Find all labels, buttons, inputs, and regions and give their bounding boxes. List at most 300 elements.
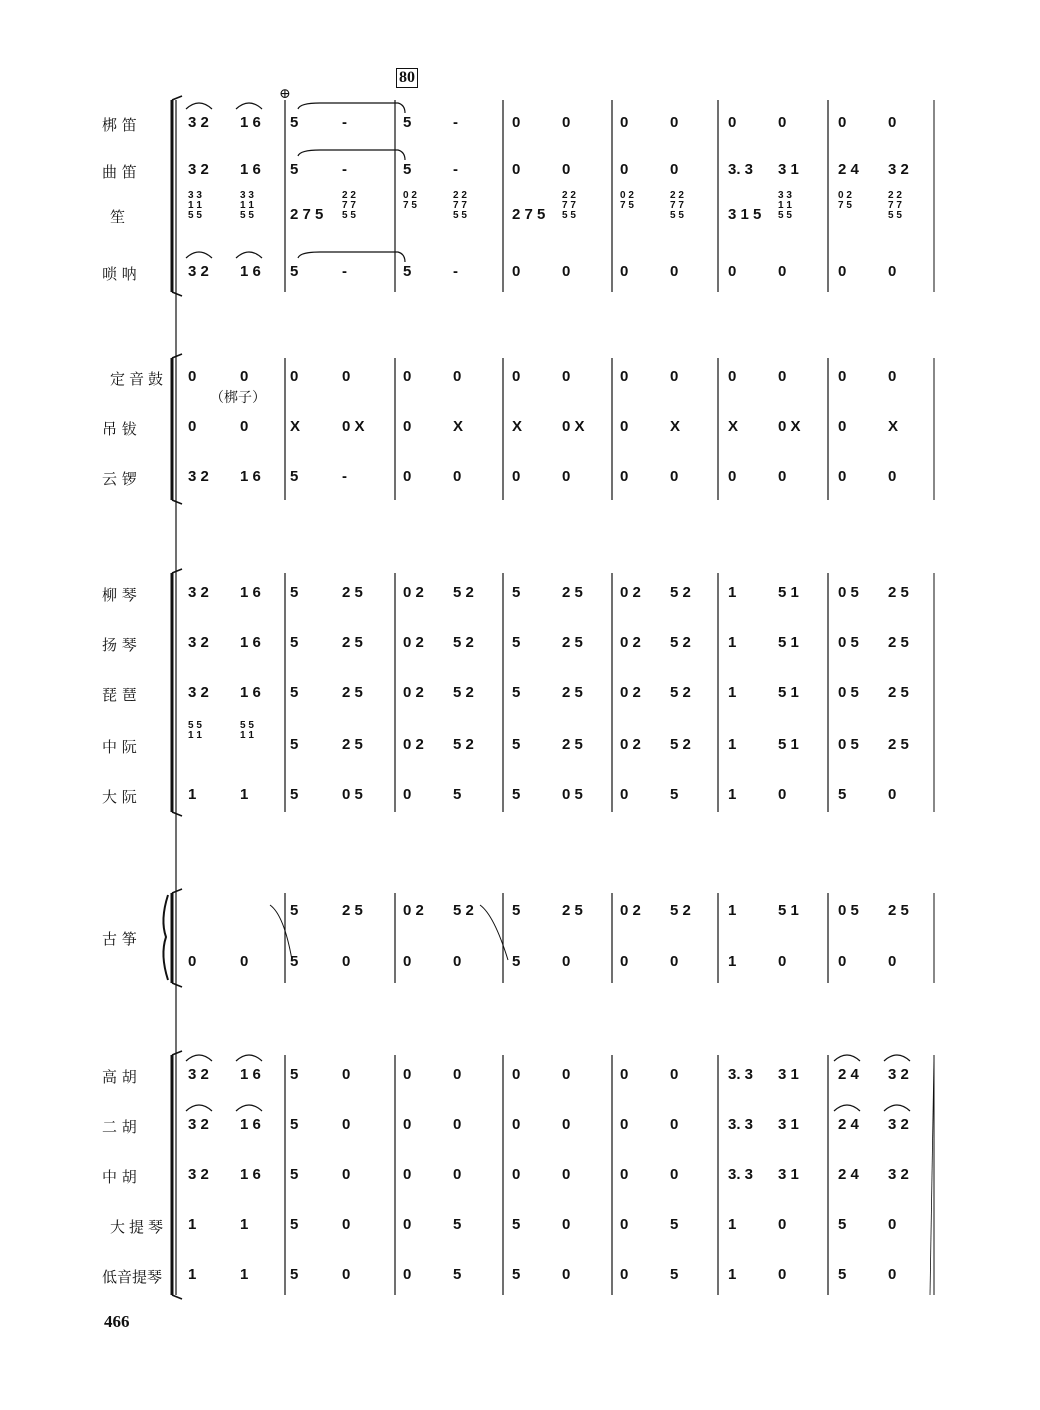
note-cell: 0: [838, 368, 847, 385]
glissando-line: [480, 905, 508, 960]
note-cell: 3 2: [188, 1116, 209, 1133]
note-cell: 5: [512, 786, 521, 803]
note-cell: 0 5: [562, 786, 583, 803]
note-cell: 3 1: [778, 1166, 799, 1183]
note-cell: 0 2: [620, 584, 641, 601]
note-cell: 5: [453, 786, 462, 803]
note-cell: 0: [512, 468, 521, 485]
note-cell: 3 2: [888, 1166, 909, 1183]
note-cell: 1: [728, 736, 737, 753]
note-cell: 0: [670, 953, 679, 970]
note-cell: X: [512, 418, 523, 435]
note-cell: 5: [290, 114, 299, 131]
slur-curve: [236, 1055, 262, 1061]
note-cell: 0: [342, 1066, 351, 1083]
group-bracket: [172, 292, 182, 296]
note-cell: 0: [620, 418, 629, 435]
note-cell: 0: [512, 114, 521, 131]
note-cell: 0 2 7 5: [838, 190, 852, 211]
note-cell: 5: [290, 1166, 299, 1183]
note-cell: 5: [290, 953, 299, 970]
note-cell: 2 4: [838, 1116, 859, 1133]
note-cell: X: [670, 418, 681, 435]
note-cell: X: [728, 418, 739, 435]
rehearsal-mark: 80: [396, 68, 418, 88]
page-number: 466: [104, 1312, 130, 1331]
slur-curve: [884, 1055, 910, 1061]
note-cell: 5 1: [778, 584, 799, 601]
note-cell: 0: [403, 368, 412, 385]
note-cell: 0 X: [342, 418, 365, 435]
note-cell: 2 5: [562, 902, 583, 919]
note-cell: 2 2 7 7 5 5: [888, 190, 902, 221]
note-cell: 5: [512, 1266, 521, 1283]
note-cell: -: [342, 263, 347, 280]
tie-curve: [298, 150, 405, 160]
note-cell: 0: [188, 418, 197, 435]
note-cell: 0: [403, 418, 412, 435]
note-cell: 5: [290, 1066, 299, 1083]
note-cell: 0: [670, 468, 679, 485]
note-cell: 0: [778, 786, 787, 803]
note-cell: 3. 3: [728, 161, 754, 178]
slur-curve: [834, 1105, 860, 1111]
instrument-name: 二 胡: [102, 1118, 137, 1136]
note-cell: 0: [888, 953, 897, 970]
note-cell: -: [453, 161, 458, 178]
note-cell: 3 3 1 1 5 5: [240, 190, 254, 221]
slur-curve: [186, 1055, 212, 1061]
note-cell: 0: [888, 786, 897, 803]
note-cell: 5 2: [453, 584, 474, 601]
note-cell: 2 5: [888, 584, 909, 601]
instrument-name: 吊 钹: [102, 420, 137, 438]
note-cell: 5: [512, 634, 521, 651]
slur-curve: [186, 103, 212, 109]
instrument-name: 笙: [110, 208, 130, 226]
note-cell: 0: [620, 1116, 629, 1133]
slur-curve: [236, 103, 262, 109]
note-cell: 2 2 7 7 5 5: [562, 190, 576, 221]
note-cell: 0: [728, 468, 737, 485]
instrument-name: 古 筝: [102, 930, 137, 948]
instrument-name: 琵 琶: [102, 686, 137, 704]
note-cell: X: [290, 418, 301, 435]
note-cell: 2 5: [342, 902, 363, 919]
note-cell: 3 2: [188, 684, 209, 701]
note-cell: 0: [453, 468, 462, 485]
note-cell: 0 2: [403, 584, 424, 601]
note-cell: X: [453, 418, 464, 435]
note-cell: 5: [403, 161, 412, 178]
note-cell: 1 6: [240, 161, 261, 178]
note-cell: 0: [728, 368, 737, 385]
note-cell: 0: [620, 263, 629, 280]
note-cell: X: [888, 418, 899, 435]
note-cell: 0 X: [778, 418, 801, 435]
note-cell: 2 4: [838, 1066, 859, 1083]
note-cell: 0: [403, 1066, 412, 1083]
note-cell: 0: [670, 263, 679, 280]
note-cell: 0: [620, 468, 629, 485]
note-cell: 0: [562, 161, 571, 178]
note-cell: 0: [562, 953, 571, 970]
note-cell: 3 2: [188, 634, 209, 651]
note-cell: 1: [728, 902, 737, 919]
note-cell: 0: [620, 368, 629, 385]
note-cell: 3. 3: [728, 1116, 754, 1133]
note-cell: 1: [728, 786, 737, 803]
note-cell: 3 1: [778, 161, 799, 178]
note-cell: 1: [188, 786, 197, 803]
instrument-name: 云 锣: [102, 470, 137, 488]
instrument-name: 唢 呐: [102, 265, 137, 283]
note-cell: 0: [290, 368, 299, 385]
group-bracket: [172, 983, 182, 987]
note-cell: 0: [453, 1116, 462, 1133]
note-cell: 0: [670, 368, 679, 385]
group-bracket: [172, 1295, 182, 1299]
note-cell: -: [342, 114, 347, 131]
note-cell: 0: [620, 114, 629, 131]
note-cell: 0: [620, 161, 629, 178]
note-cell: 3 2: [188, 1066, 209, 1083]
instrument-name: 柳 琴: [102, 586, 137, 604]
note-cell: 2 5: [342, 584, 363, 601]
note-cell: 3 2: [188, 161, 209, 178]
note-cell: 2 4: [838, 1166, 859, 1183]
note-cell: 0: [240, 953, 249, 970]
note-cell: 1 6: [240, 1066, 261, 1083]
note-cell: 2 5: [888, 684, 909, 701]
note-cell: 0 5: [838, 584, 859, 601]
note-cell: 0: [888, 368, 897, 385]
note-cell: 0: [403, 1166, 412, 1183]
bangzi-note: （梆子）: [210, 390, 266, 406]
group-bracket: [172, 1051, 182, 1055]
note-cell: 3 2: [888, 1066, 909, 1083]
note-cell: 5: [670, 786, 679, 803]
note-cell: 0: [403, 1216, 412, 1233]
note-cell: 5: [290, 1216, 299, 1233]
note-cell: 1: [728, 1266, 737, 1283]
group-bracket: [172, 812, 182, 816]
note-cell: 3 1 5: [728, 206, 762, 223]
note-cell: 0: [778, 368, 787, 385]
note-cell: 1 6: [240, 114, 261, 131]
note-cell: 0: [728, 263, 737, 280]
note-cell: 1: [240, 1266, 249, 1283]
note-cell: 0: [342, 1216, 351, 1233]
note-cell: 0: [838, 468, 847, 485]
note-cell: 3 3 1 1 5 5: [188, 190, 202, 221]
note-cell: 0: [562, 368, 571, 385]
note-cell: 5 1: [778, 902, 799, 919]
note-cell: 5: [290, 684, 299, 701]
note-cell: 0: [403, 1266, 412, 1283]
instrument-name: 扬 琴: [102, 636, 137, 654]
note-cell: 5: [290, 902, 299, 919]
note-cell: 1 6: [240, 1116, 261, 1133]
note-cell: -: [342, 468, 347, 485]
note-cell: 2 5: [562, 584, 583, 601]
group-bracket: [172, 96, 182, 100]
note-cell: 0: [670, 161, 679, 178]
note-cell: 3. 3: [728, 1066, 754, 1083]
note-cell: 0: [403, 786, 412, 803]
note-cell: 5 1: [778, 634, 799, 651]
note-cell: 5: [838, 1266, 847, 1283]
note-cell: 0: [403, 1116, 412, 1133]
note-cell: 5: [838, 1216, 847, 1233]
note-cell: 0: [778, 114, 787, 131]
note-cell: 5: [512, 953, 521, 970]
note-cell: 0: [778, 468, 787, 485]
note-cell: 3. 3: [728, 1166, 754, 1183]
note-cell: 5 5 1 1: [240, 720, 254, 741]
note-cell: 0: [888, 263, 897, 280]
note-cell: 1: [188, 1216, 197, 1233]
note-cell: 0: [188, 368, 197, 385]
note-cell: 5 2: [670, 634, 691, 651]
note-cell: 0: [670, 1166, 679, 1183]
group-bracket: [172, 569, 182, 573]
note-cell: 5 2: [453, 902, 474, 919]
edge-line: [930, 1055, 934, 1295]
note-cell: 5: [512, 736, 521, 753]
instrument-name: 中 阮: [102, 738, 137, 756]
instrument-name: 定音鼓: [110, 370, 168, 388]
note-cell: 3 2: [888, 161, 909, 178]
note-cell: 2 5: [562, 736, 583, 753]
note-cell: 5 1: [778, 684, 799, 701]
note-cell: -: [453, 114, 458, 131]
note-cell: 3 2: [188, 584, 209, 601]
note-cell: 0 2: [403, 902, 424, 919]
note-cell: 0: [620, 1166, 629, 1183]
note-cell: 1: [728, 584, 737, 601]
note-cell: 0: [342, 953, 351, 970]
note-cell: 0: [670, 1066, 679, 1083]
note-cell: 0: [778, 953, 787, 970]
glissando-line: [270, 905, 292, 960]
note-cell: 2 5: [888, 634, 909, 651]
note-cell: 0: [888, 114, 897, 131]
note-cell: 5 2: [453, 684, 474, 701]
note-cell: 5 2: [670, 684, 691, 701]
note-cell: 0: [778, 1216, 787, 1233]
group-bracket: [172, 500, 182, 504]
note-cell: 0: [240, 368, 249, 385]
note-cell: 2 5: [562, 634, 583, 651]
note-cell: 5: [403, 114, 412, 131]
note-cell: 0: [512, 1066, 521, 1083]
note-cell: 5: [290, 584, 299, 601]
note-cell: 5 5 1 1: [188, 720, 202, 741]
note-cell: 5: [512, 1216, 521, 1233]
note-cell: 2 5: [342, 684, 363, 701]
note-cell: 2 5: [888, 736, 909, 753]
note-cell: 0 2: [620, 736, 641, 753]
note-cell: 2 2 7 7 5 5: [342, 190, 356, 221]
note-cell: 0: [728, 114, 737, 131]
note-cell: 0 X: [562, 418, 585, 435]
note-cell: 0 5: [838, 634, 859, 651]
note-cell: 0: [620, 1066, 629, 1083]
note-cell: 2 2 7 7 5 5: [670, 190, 684, 221]
note-cell: 0: [453, 1066, 462, 1083]
note-cell: 0: [778, 263, 787, 280]
note-cell: 5: [290, 161, 299, 178]
note-cell: 0: [562, 468, 571, 485]
note-cell: 1: [240, 786, 249, 803]
note-cell: 3 2: [188, 263, 209, 280]
note-cell: 0: [620, 1266, 629, 1283]
note-cell: 3 1: [778, 1066, 799, 1083]
note-cell: 5: [512, 584, 521, 601]
note-cell: 0: [670, 1116, 679, 1133]
note-cell: 0 2 7 5: [403, 190, 417, 211]
note-cell: 5: [670, 1266, 679, 1283]
note-cell: 0: [453, 953, 462, 970]
note-cell: 0 2: [403, 684, 424, 701]
note-cell: 5 2: [453, 736, 474, 753]
guzheng-brace: [163, 895, 168, 980]
note-cell: 5 1: [778, 736, 799, 753]
note-cell: 1: [728, 1216, 737, 1233]
note-cell: 0 5: [342, 786, 363, 803]
note-cell: 0: [342, 1166, 351, 1183]
note-cell: 2 7 5: [512, 206, 546, 223]
instrument-name: 大提琴: [110, 1218, 168, 1236]
note-cell: 0: [453, 368, 462, 385]
note-cell: 2 2 7 7 5 5: [453, 190, 467, 221]
note-cell: 1 6: [240, 634, 261, 651]
note-cell: 0: [888, 468, 897, 485]
note-cell: 0: [240, 418, 249, 435]
note-cell: 5: [512, 902, 521, 919]
slur-curve: [236, 1105, 262, 1111]
note-cell: 0: [512, 1166, 521, 1183]
instrument-name: 梆 笛: [102, 116, 137, 134]
note-cell: 0 2 7 5: [620, 190, 634, 211]
instrument-name: 大 阮: [102, 788, 137, 806]
note-cell: 2 5: [342, 634, 363, 651]
note-cell: 0: [562, 1166, 571, 1183]
note-cell: 3 2: [188, 1166, 209, 1183]
note-cell: 2 5: [888, 902, 909, 919]
slur-curve: [186, 1105, 212, 1111]
group-bracket: [172, 889, 182, 893]
tie-curve: [298, 252, 405, 262]
note-cell: 3 3 1 1 5 5: [778, 190, 792, 221]
note-cell: 5: [403, 263, 412, 280]
tie-curve: [298, 103, 405, 113]
note-cell: 5: [453, 1216, 462, 1233]
note-cell: 0: [620, 786, 629, 803]
note-cell: 0: [342, 368, 351, 385]
note-cell: 0 2: [620, 634, 641, 651]
note-cell: 5: [290, 786, 299, 803]
note-cell: 0: [670, 114, 679, 131]
instrument-name: 低音提琴: [102, 1268, 163, 1286]
note-cell: 0: [838, 418, 847, 435]
note-cell: 0: [188, 953, 197, 970]
note-cell: 0: [620, 953, 629, 970]
note-cell: 0 5: [838, 684, 859, 701]
note-cell: 5: [290, 1116, 299, 1133]
note-cell: 1 6: [240, 263, 261, 280]
note-cell: 5 2: [670, 584, 691, 601]
note-cell: 5: [290, 263, 299, 280]
note-cell: 0 2: [620, 684, 641, 701]
note-cell: -: [342, 161, 347, 178]
note-cell: 5: [838, 786, 847, 803]
note-cell: 0 2: [403, 634, 424, 651]
note-cell: 5: [512, 684, 521, 701]
note-cell: 0: [342, 1116, 351, 1133]
note-cell: 1: [728, 684, 737, 701]
note-cell: 5: [290, 1266, 299, 1283]
note-cell: 0: [562, 114, 571, 131]
segno-icon: ⊕: [279, 86, 291, 102]
note-cell: 0 2: [403, 736, 424, 753]
note-cell: 2 7 5: [290, 206, 324, 223]
slur-curve: [834, 1055, 860, 1061]
note-cell: 0: [778, 1266, 787, 1283]
note-cell: 5: [290, 468, 299, 485]
note-cell: 5 2: [670, 902, 691, 919]
note-cell: -: [453, 263, 458, 280]
instrument-name: 高 胡: [102, 1068, 137, 1086]
note-cell: 0: [342, 1266, 351, 1283]
note-cell: 0 5: [838, 902, 859, 919]
note-cell: 0: [562, 1116, 571, 1133]
note-cell: 3 1: [778, 1116, 799, 1133]
note-cell: 0: [562, 1066, 571, 1083]
note-cell: 1 6: [240, 1166, 261, 1183]
note-cell: 0: [403, 953, 412, 970]
group-bracket: [172, 354, 182, 358]
instrument-name: 曲 笛: [102, 163, 137, 181]
note-cell: 1: [240, 1216, 249, 1233]
note-cell: 5: [670, 1216, 679, 1233]
instrument-name: 中 胡: [102, 1168, 137, 1186]
note-cell: 0: [403, 468, 412, 485]
note-cell: 1: [728, 953, 737, 970]
note-cell: 0: [838, 114, 847, 131]
note-cell: 3 2: [188, 114, 209, 131]
note-cell: 1 6: [240, 684, 261, 701]
slur-curve: [186, 252, 212, 258]
note-cell: 3 2: [888, 1116, 909, 1133]
note-cell: 0 5: [838, 736, 859, 753]
note-cell: 0: [453, 1166, 462, 1183]
slur-curve: [884, 1105, 910, 1111]
note-cell: 2 4: [838, 161, 859, 178]
note-cell: 0: [512, 263, 521, 280]
note-cell: 0: [620, 1216, 629, 1233]
note-cell: 1: [188, 1266, 197, 1283]
note-cell: 5 2: [453, 634, 474, 651]
note-cell: 2 5: [342, 736, 363, 753]
note-cell: 0: [888, 1216, 897, 1233]
note-cell: 5: [290, 736, 299, 753]
note-cell: 1 6: [240, 584, 261, 601]
note-cell: 5: [453, 1266, 462, 1283]
note-cell: 0: [888, 1266, 897, 1283]
note-cell: 5: [290, 634, 299, 651]
